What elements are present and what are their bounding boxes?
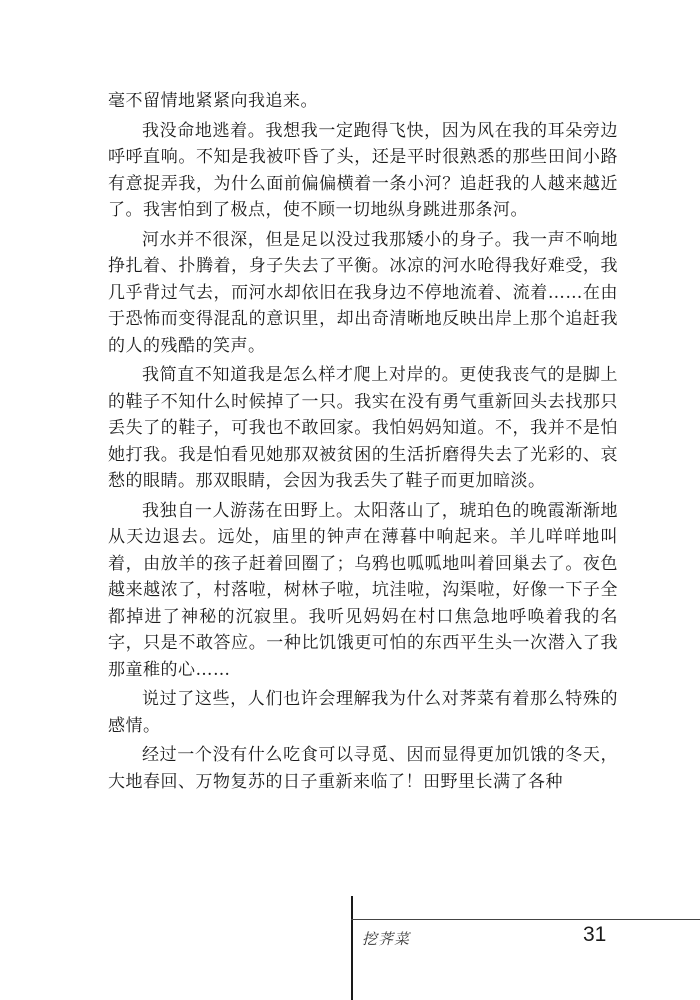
paragraph: 经过一个没有什么吃食可以寻觅、因而显得更加饥饿的冬天，大地春回、万物复苏的日子重新来临了！田野里长满了各种 — [108, 745, 618, 792]
footer-vertical-rule — [351, 896, 353, 1000]
paragraph: 我简直不知道我是怎么样才爬上对岸的。更使我丧气的是脚上的鞋子不知什么时候掉了一只。我实在没有勇气重新回头去找那只丢失了的鞋子，可我也不敢回家。我怕妈妈知道。不，我并不是怕她打我。我是怕看见她那双被贫困的生活折磨得失去了光彩的、哀愁的眼睛。那双眼睛，会因为我丢失了鞋子而更加暗淡。 — [108, 365, 618, 491]
page-number: 31 — [583, 923, 607, 946]
paragraph: 我没命地逃着。我想我一定跑得飞快，因为风在我的耳朵旁边呼呼直响。不知是我被吓昏了头，还是平时很熟悉的那些田间小路有意捉弄我，为什么面前偏偏横着一条小河？追赶我的人越来越近了。我害怕到了极点，使不顾一切地纵身跳进那条河。 — [108, 120, 618, 220]
paragraph: 毫不留情地紧紧向我追来。 — [108, 91, 318, 111]
paragraph: 河水并不很深，但是足以没过我那矮小的身子。我一声不响地挣扎着、扑腾着，身子失去了平衡。冰凉的河水呛得我好难受，我几乎背过气去，而河水却依旧在我身边不停地流着、流着……在由于恐怖而变得混乱的意识里，却出奇清晰地反映出岸上那个追赶我的人的残酷的笑声。 — [108, 229, 618, 356]
running-title: 挖荠菜 — [362, 930, 411, 948]
footer-horizontal-rule — [351, 919, 700, 920]
paragraph: 我独自一人游荡在田野上。太阳落山了，琥珀色的晚霞渐渐地从天边退去。远处，庙里的钟声在薄暮中响起来。羊儿咩咩地叫着，由放羊的孩子赶着回圈了；乌鸦也呱呱地叫着回巢去了。夜色越来越浓了，村落啦，树林子啦，坑洼啦，沟渠啦，好像一下子全都掉进了神秘的沉寂里。我听见妈妈在村口焦急地呼唤着我的名字，只是不敢答应。一种比饥饿更可怕的东西平生头一次潜入了我那童稚的心…… — [108, 500, 618, 680]
body-text — [108, 88, 618, 798]
paragraph: 说过了这些，人们也许会理解我为什么对荠菜有着那么特殊的感情。 — [108, 689, 618, 736]
